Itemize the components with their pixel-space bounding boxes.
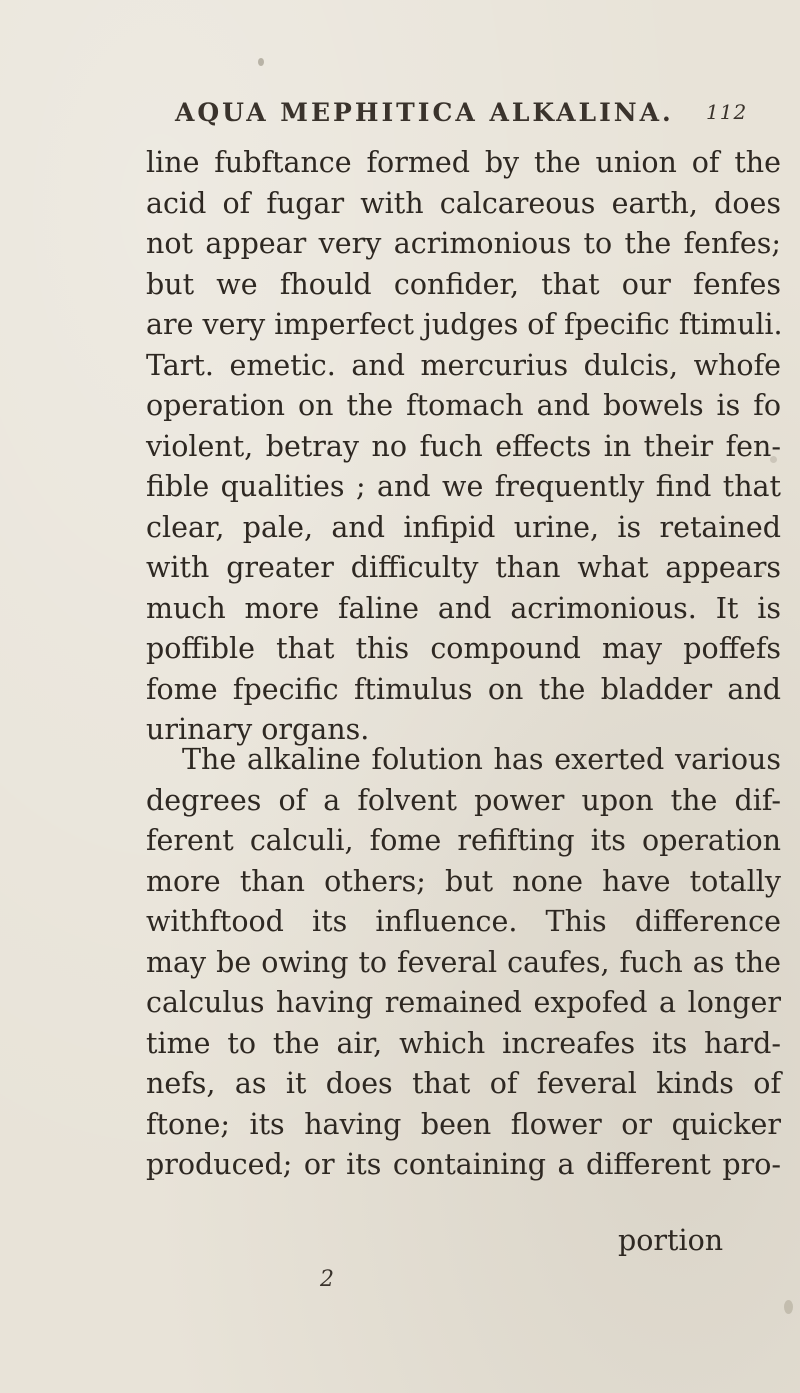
paper-spot bbox=[760, 570, 765, 575]
running-head-title: AQUA MEPHITICA ALKALINA. bbox=[175, 98, 674, 127]
page-number: 112 bbox=[706, 100, 748, 124]
text-line: much more faline and acrimonious. It is bbox=[146, 591, 781, 625]
text-line: produced; or its containing a different pro- bbox=[146, 1148, 781, 1181]
catchword: portion bbox=[618, 1224, 724, 1257]
text-line: withftood its influence. This difference bbox=[146, 905, 781, 938]
text-line: operation on the ftomach and bowels is fo bbox=[146, 389, 781, 422]
text-line: urinary organs. bbox=[146, 713, 370, 746]
text-line: with greater difficulty than what appears bbox=[146, 551, 781, 584]
text-line: fible qualities ; and we frequently find that bbox=[146, 470, 781, 503]
signature-mark: 2 bbox=[320, 1267, 334, 1292]
text-line: are very imperfect judges of fpecific ftimuli. bbox=[146, 308, 783, 341]
text-line: violent, betray no fuch effects in their fen- bbox=[146, 429, 781, 463]
text-line: poffible that this compound may poffefs bbox=[146, 632, 781, 665]
paper-spot bbox=[770, 456, 777, 463]
text-line: not appear very acrimonious to the fenfes; bbox=[146, 227, 781, 260]
text-line: The alkaline folution has exerted various bbox=[182, 743, 781, 776]
text-line: Tart. emetic. and mercurius dulcis, whofe bbox=[146, 348, 781, 382]
paper-spot bbox=[258, 58, 264, 66]
text-line: time to the air, which increafes its hard- bbox=[146, 1026, 781, 1060]
text-line: acid of fugar with calcareous earth, does bbox=[146, 186, 781, 220]
text-line: but we fhould confider, that our fenfes bbox=[146, 267, 781, 301]
text-line: ferent calculi, fome refifting its operation bbox=[146, 824, 781, 857]
running-head bbox=[175, 98, 775, 127]
text-line: fome fpecific ftimulus on the bladder and bbox=[146, 672, 781, 706]
paragraph-1 bbox=[146, 143, 781, 751]
text-line: nefs, as it does that of feveral kinds of bbox=[146, 1067, 781, 1100]
paragraph-2 bbox=[146, 740, 781, 1186]
text-line: clear, pale, and infipid urine, is retained bbox=[146, 510, 781, 544]
text-line: may be owing to feveral caufes, fuch as the bbox=[146, 945, 781, 979]
text-line: calculus having remained expofed a longer bbox=[146, 986, 781, 1019]
text-line: degrees of a folvent power upon the dif- bbox=[146, 783, 781, 817]
text-line: ftone; its having been flower or quicker bbox=[146, 1107, 781, 1141]
paper-spot bbox=[784, 1300, 793, 1314]
text-line: line fubftance formed by the union of the bbox=[146, 146, 781, 179]
text-line: more than others; but none have totally bbox=[146, 864, 781, 898]
